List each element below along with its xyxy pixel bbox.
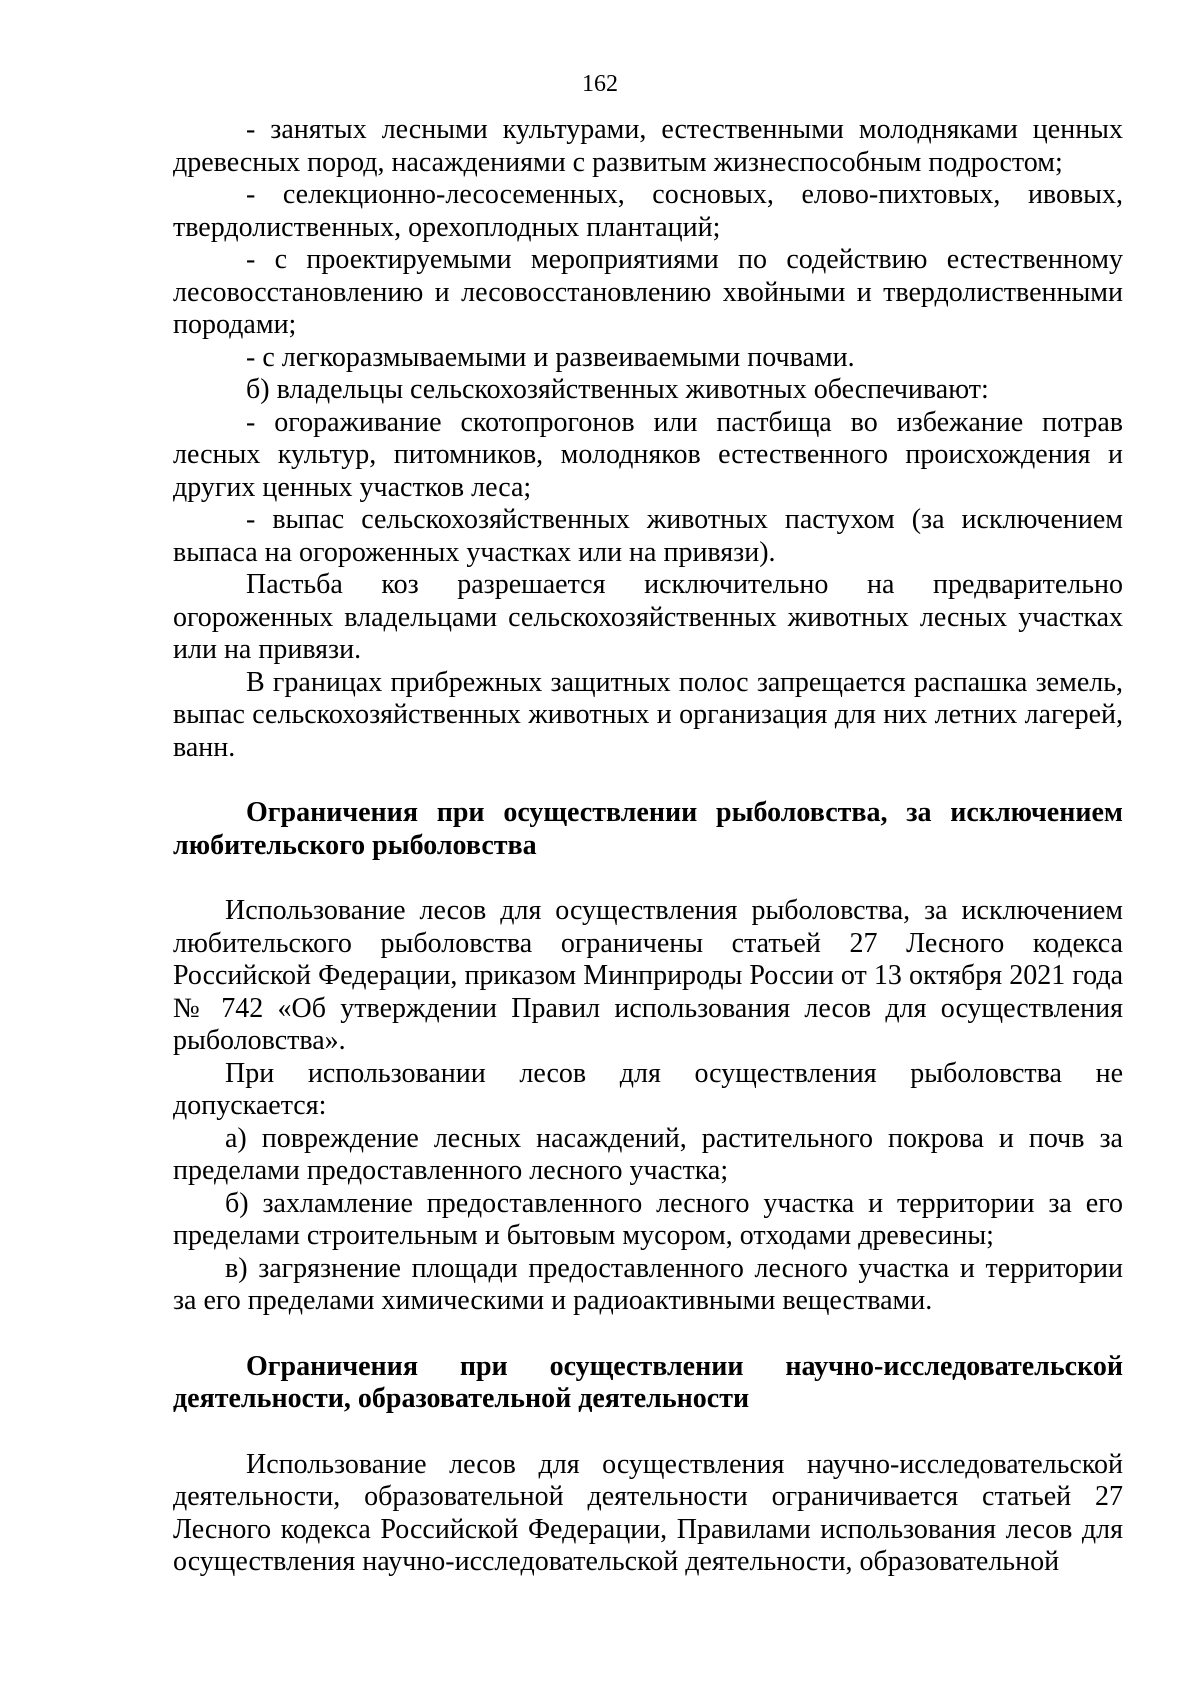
list-item: - с легкоразмываемыми и развеиваемыми почвами. — [246, 341, 855, 373]
fishing-restriction-intro: При использовании лесов для осуществления рыболовства не допускается: — [173, 1057, 1123, 1121]
owners-intro: б) владельцы сельскохозяйственных животных обеспечивают: — [246, 374, 989, 405]
list-item: - с проектируемыми мероприятиями по содействию естественному лесовосстановлению и лесовосстановлению хвойными и твердолиственными породами; — [173, 244, 1123, 340]
list-item: в) загрязнение площади предоставленного лесного участка и территории за его пределами химическими и радиоактивными веществами. — [173, 1252, 1123, 1316]
list-item: а) повреждение лесных насаждений, растительного покрова и почв за пределами предоставленного лесного участка; — [173, 1122, 1123, 1186]
goats-paragraph: Пастьба коз разрешается исключительно на предварительно огороженных владельцами сельскохозяйственных животных лесных участках или на привязи. — [173, 569, 1123, 665]
list-item: б) захламление предоставленного лесного участка и территории за его пределами строительным и бытовым мусором, отходами древесины; — [173, 1187, 1123, 1251]
page-content — [173, 114, 1123, 1579]
section-heading-fishing: Ограничения при осуществлении рыболовства, за исключением любительского рыболовства — [173, 797, 1123, 861]
list-item: - огораживание скотопрогонов или пастбища во избежание потрав лесных культур, питомников, молодняков естественного происхождения и других ценных участков леса; — [173, 406, 1123, 503]
page-number: 162 — [582, 71, 618, 97]
list-item: - занятых лесными культурами, естественными молодняками ценных древесных пород, насаждениями с развитым жизнеспособным подростом; — [173, 114, 1123, 178]
list-item: - селекционно-лесосеменных, сосновых, елово-пихтовых, ивовых, твердолиственных, орехоплодных плантаций; — [173, 179, 1123, 243]
science-paragraph: Использование лесов для осуществления научно-исследовательской деятельности, образовательной деятельности ограничивается статьей 27 Лесного кодекса Российской Федерации, Правилами использования лесов для осуществления научно-исследовательской деятельности, образовательной — [173, 1448, 1123, 1577]
list-item: - выпас сельскохозяйственных животных пастухом (за исключением выпаса на огороженных участках или на привязи). — [173, 504, 1123, 568]
section-heading-science: Ограничения при осуществлении научно-исследовательской деятельности, образовательной деятельности — [173, 1350, 1123, 1414]
fishing-paragraph: Использование лесов для осуществления рыболовства, за исключением любительского рыболовства ограничены статьей 27 Лесного кодекса Российской Федерации, приказом Минприроды России от 13 октября 2021 года № 742 «Об утверждении Правил использования лесов для осуществления рыболовства». — [173, 895, 1123, 1056]
coastal-paragraph: В границах прибрежных защитных полос запрещается распашка земель, выпас сельскохозяйственных животных и организация для них летних лагерей, ванн. — [173, 666, 1123, 763]
